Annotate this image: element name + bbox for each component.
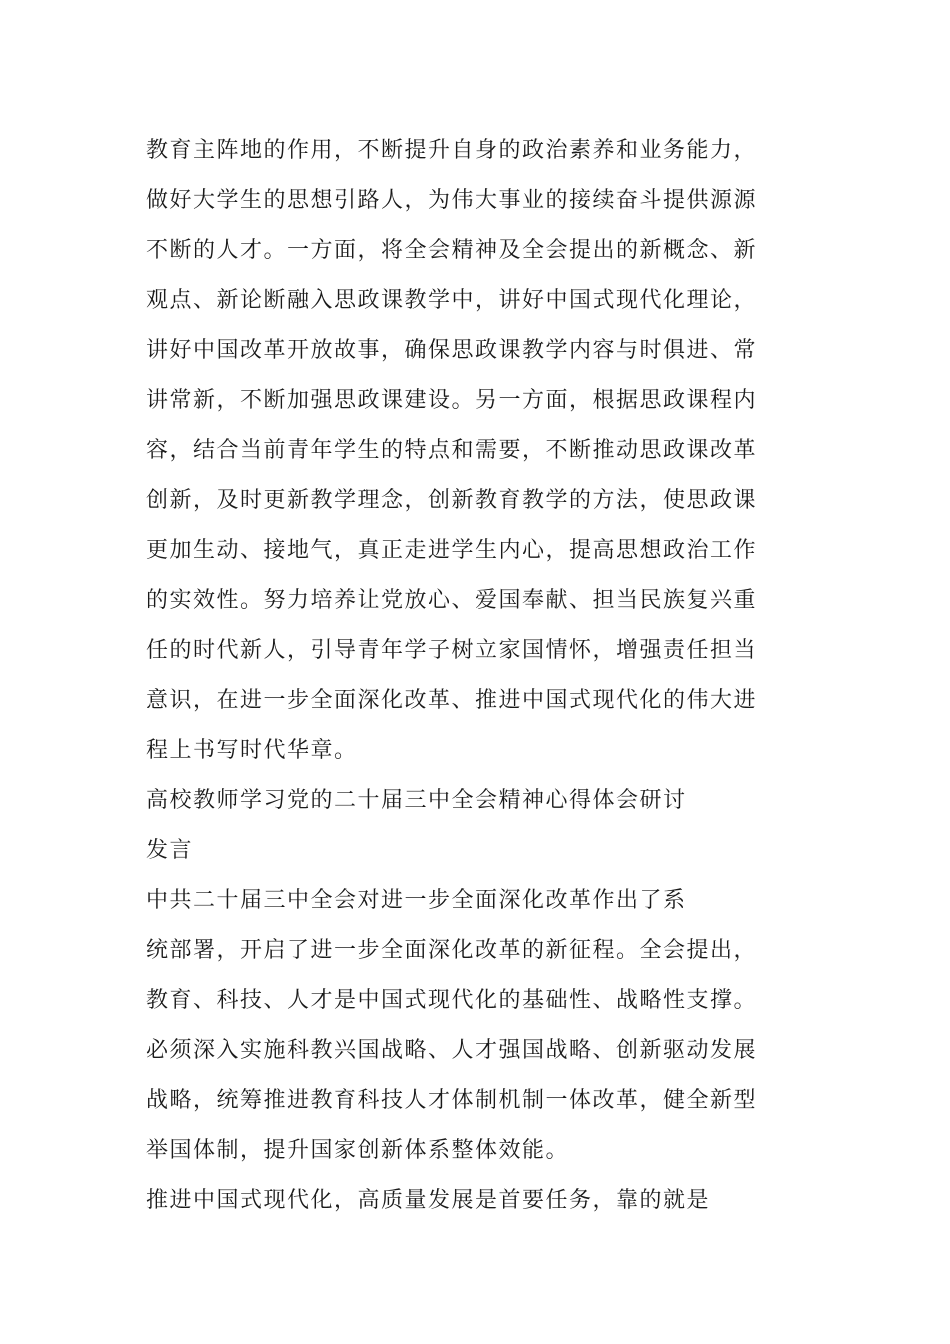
text-line: 必须深入实施科教兴国战略、人才强国战略、创新驱动发展: [146, 1038, 758, 1063]
text-line: 的实效性。努力培养让党放心、爱国奉献、担当民族复兴重: [146, 588, 758, 613]
text-line: 容，结合当前青年学生的特点和需要，不断推动思政课改革: [146, 438, 758, 463]
text-line: 程上书写时代华章。: [146, 738, 358, 763]
title-line: 高校教师学习党的二十届三中全会精神心得体会研讨: [146, 788, 687, 813]
text-line: 更加生动、接地气，真正走进学生内心，提高思想政治工作: [146, 538, 758, 563]
text-line: 不断的人才。一方面，将全会精神及全会提出的新概念、新: [146, 238, 758, 263]
text-line: 举国体制，提升国家创新体系整体效能。: [146, 1138, 570, 1163]
text-line: 任的时代新人，引导青年学子树立家国情怀，增强责任担当: [146, 638, 758, 663]
text-line: 推进中国式现代化，高质量发展是首要任务，靠的就是: [146, 1188, 711, 1213]
text-line: 中共二十届三中全会对进一步全面深化改革作出了系: [146, 888, 687, 913]
text-line: 做好大学生的思想引路人，为伟大事业的接续奋斗提供源源: [146, 188, 758, 213]
title-line: 发言: [146, 838, 194, 863]
text-line: 观点、新论断融入思政课教学中，讲好中国式现代化理论，: [146, 288, 758, 313]
text-line: 教育、科技、人才是中国式现代化的基础性、战略性支撑。: [146, 988, 758, 1013]
text-line: 统部署，开启了进一步全面深化改革的新征程。全会提出，: [146, 938, 758, 963]
text-line: 战略，统筹推进教育科技人才体制机制一体改革，健全新型: [146, 1088, 758, 1113]
text-line: 创新，及时更新教学理念，创新教育教学的方法，使思政课: [146, 488, 758, 513]
text-line: 意识，在进一步全面深化改革、推进中国式现代化的伟大进: [146, 688, 758, 713]
text-line: 讲常新，不断加强思政课建设。另一方面，根据思政课程内: [146, 388, 758, 413]
text-line: 教育主阵地的作用，不断提升自身的政治素养和业务能力，: [146, 138, 758, 163]
text-line: 讲好中国改革开放故事，确保思政课教学内容与时俱进、常: [146, 338, 758, 363]
